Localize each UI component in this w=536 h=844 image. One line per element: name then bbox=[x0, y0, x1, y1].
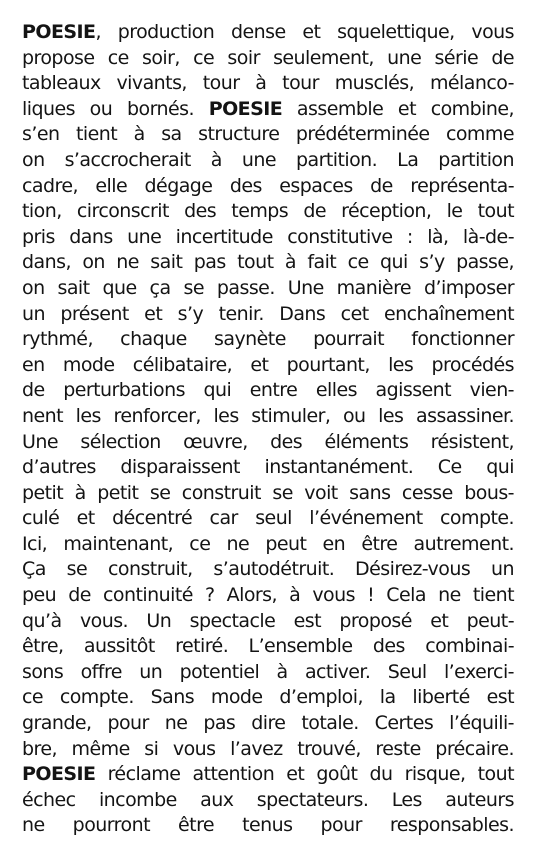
text-line bbox=[22, 404, 514, 430]
line-text: Une sélection œuvre, des éléments résistent, bbox=[22, 430, 514, 453]
line-text: culé et décentré car seul l’événement compte. bbox=[22, 507, 514, 530]
text-line bbox=[22, 122, 514, 148]
text-line bbox=[22, 583, 514, 609]
text-line bbox=[22, 148, 514, 174]
text-column bbox=[22, 20, 514, 839]
line-text: Ça se construit, s’autodétruit. Désirez-vous un bbox=[22, 558, 514, 581]
text-line bbox=[22, 71, 514, 97]
text-line bbox=[22, 532, 514, 558]
line-text: réclame attention et goût du risque, tout bbox=[95, 763, 514, 786]
line-text: propose ce soir, ce soir seulement, une série de bbox=[22, 46, 514, 69]
text-line bbox=[22, 174, 514, 200]
text-line bbox=[22, 199, 514, 225]
line-text: liques ou bornés. bbox=[22, 97, 209, 120]
line-text: tableaux vivants, tour à tour musclés, mélanco- bbox=[22, 72, 514, 95]
line-text: ce compte. Sans mode d’emploi, la liberté est bbox=[22, 686, 514, 709]
text-line bbox=[22, 327, 514, 353]
text-line bbox=[22, 225, 514, 251]
line-text: pris dans une incertitude constitutive : là, là-de- bbox=[22, 225, 514, 248]
title-emphasis: POESIE bbox=[22, 763, 96, 786]
text-line bbox=[22, 302, 514, 328]
text-line bbox=[22, 506, 514, 532]
line-text: on s’accrocherait à une partition. La partition bbox=[22, 148, 514, 171]
text-line bbox=[22, 20, 514, 46]
text-line bbox=[22, 788, 514, 814]
text-line bbox=[22, 634, 514, 660]
line-text: bre, même si vous l’avez trouvé, reste précaire. bbox=[22, 737, 514, 760]
line-text: en mode célibataire, et pourtant, les procédés bbox=[22, 353, 514, 376]
line-text: ne pourront être tenus pour responsables. bbox=[22, 814, 514, 837]
line-text: de perturbations qui entre elles agissent vien- bbox=[22, 379, 514, 402]
line-text: Ici, maintenant, ce ne peut en être autrement. bbox=[22, 532, 514, 555]
title-emphasis: POESIE bbox=[208, 97, 283, 120]
line-text: s’en tient à sa structure prédéterminée comme bbox=[22, 123, 514, 146]
text-line bbox=[22, 46, 514, 72]
line-text: être, aussitôt retiré. L’ensemble des combinai- bbox=[22, 635, 514, 658]
line-text: nent les renforcer, les stimuler, ou les assassiner. bbox=[22, 404, 514, 427]
text-line bbox=[22, 711, 514, 737]
text-line bbox=[22, 97, 514, 123]
text-line bbox=[22, 481, 514, 507]
line-text: rythmé, chaque saynète pourrait fonctionner bbox=[22, 328, 514, 351]
text-line bbox=[22, 737, 514, 763]
text-line bbox=[22, 685, 514, 711]
line-text: grande, pour ne pas dire totale. Certes l’équili- bbox=[22, 712, 514, 735]
title-emphasis: POESIE bbox=[22, 21, 96, 43]
line-text: peu de continuité ? Alors, à vous ! Cela ne tient bbox=[22, 584, 514, 607]
line-text: sons offre un potentiel à activer. Seul l’exerci- bbox=[22, 660, 514, 683]
line-text: cadre, elle dégage des espaces de représenta- bbox=[22, 174, 514, 197]
line-text: petit à petit se construit se voit sans cesse bous- bbox=[22, 481, 514, 504]
text-line bbox=[22, 609, 514, 635]
text-line bbox=[22, 353, 514, 379]
text-line bbox=[22, 813, 514, 839]
line-text: un présent et s’y tenir. Dans cet enchaînement bbox=[22, 302, 514, 325]
text-line bbox=[22, 557, 514, 583]
text-line bbox=[22, 378, 514, 404]
line-text: , production dense et squelettique, vous bbox=[95, 21, 514, 43]
text-line bbox=[22, 430, 514, 456]
line-text: assemble et combine, bbox=[282, 97, 514, 120]
text-line bbox=[22, 660, 514, 686]
line-text: dans, on ne sait pas tout à fait ce qui s’y passe, bbox=[22, 251, 514, 274]
line-text: échec incombe aux spectateurs. Les auteurs bbox=[22, 788, 514, 811]
text-line bbox=[22, 250, 514, 276]
line-text: tion, circonscrit des temps de réception, le tout bbox=[22, 200, 514, 223]
text-line bbox=[22, 762, 514, 788]
line-text: qu’à vous. Un spectacle est proposé et peut- bbox=[22, 609, 514, 632]
text-line bbox=[22, 455, 514, 481]
line-text: d’autres disparaissent instantanément. Ce qui bbox=[22, 456, 514, 479]
text-line bbox=[22, 276, 514, 302]
line-text: on sait que ça se passe. Une manière d’imposer bbox=[22, 276, 514, 299]
